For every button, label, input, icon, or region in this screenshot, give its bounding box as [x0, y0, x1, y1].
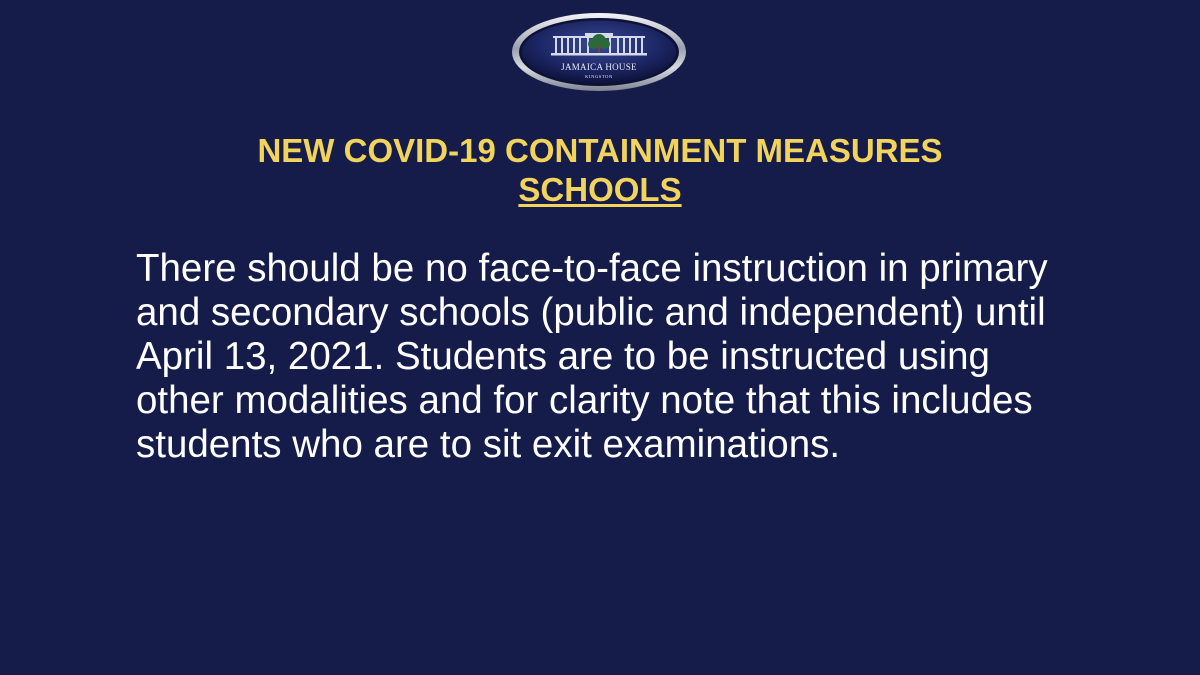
jamaica-house-emblem-icon — [511, 12, 687, 92]
heading-subtitle: SCHOOLS — [518, 171, 682, 208]
announcement-heading — [0, 131, 1200, 209]
logo-city: KINGSTON — [585, 74, 613, 79]
jamaica-house-logo — [511, 12, 687, 92]
heading-title: NEW COVID-19 CONTAINMENT MEASURES — [257, 132, 943, 169]
logo-name: JAMAICA HOUSE — [561, 62, 637, 72]
announcement-body: There should be no face-to-face instruction in primary and secondary schools (public and independent) until April 13, 2021. Students are to be instructed using other modalities and for clarity note that this includes students who are to sit exit examinations. — [136, 247, 1048, 466]
